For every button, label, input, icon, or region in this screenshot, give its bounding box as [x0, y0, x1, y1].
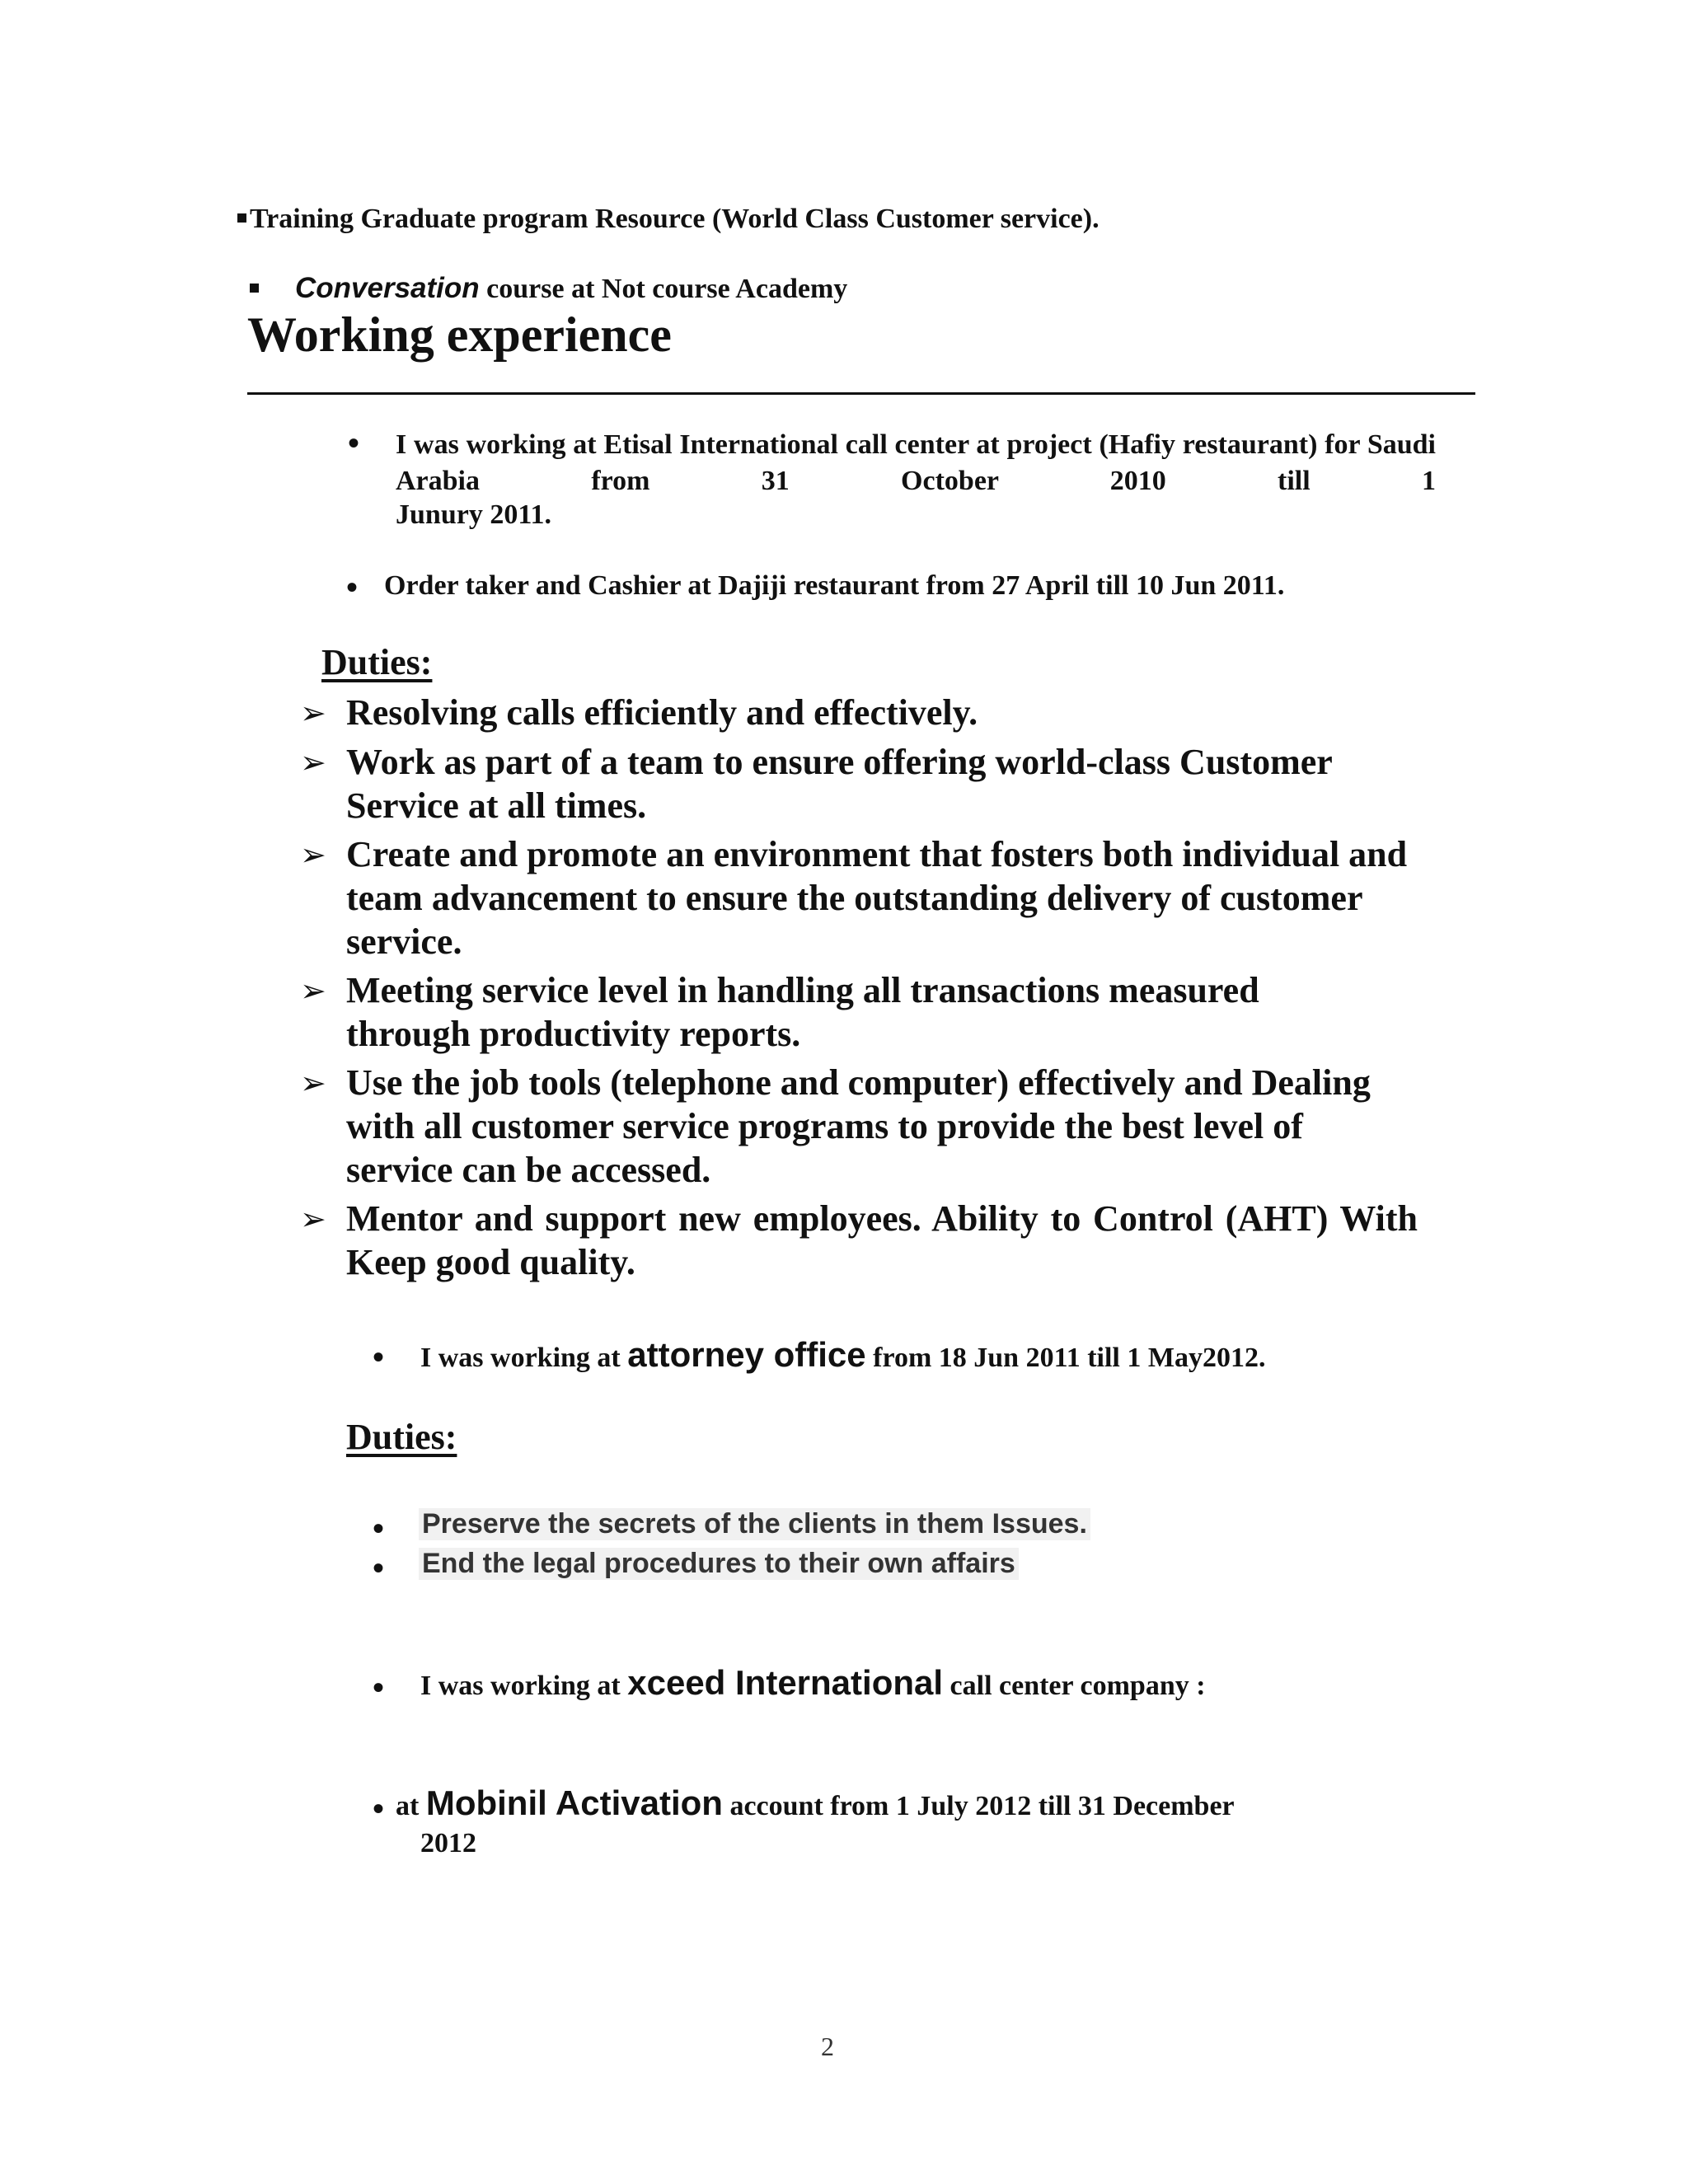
xceed-pre: I was working at: [420, 1671, 628, 1701]
duty-item: Create and promote an environment that fosters both individual and team advancement to ensure the outstanding delivery of customer service.: [346, 834, 1408, 962]
arrow-bullet-icon: ➢: [300, 837, 326, 873]
job-etisal-end: Junury 2011.: [396, 499, 551, 530]
duty-item: Mentor and support new employees. Ability to Control (AHT) With Keep good quality.: [346, 1198, 1418, 1282]
conversation-italic: Conversation: [295, 272, 480, 304]
mobinil-post: account from 1 July 2012 till 31 December: [722, 1791, 1235, 1821]
job-dajiji: Order taker and Cashier at Dajiji restaurant from 27 April till 10 Jun 2011.: [384, 570, 1285, 601]
duty-item: Work as part of a team to ensure offering world-class Customer Service at all times.: [346, 742, 1332, 826]
mobinil-pre: at: [396, 1791, 426, 1821]
duty-item: Use the job tools (telephone and computer) effectively and Dealing with all customer service programs to provide the best level of service can be accessed.: [346, 1062, 1371, 1190]
arrow-bullet-icon: ➢: [300, 972, 326, 1009]
arrow-bullet-icon: ➢: [300, 695, 326, 731]
attorney-pre: I was working at: [420, 1343, 628, 1373]
job-etisal: I was working at Etisal International call center at project (Hafiy restaurant) for Saudi Arabia from 31 October 2010 till 1: [396, 429, 1436, 496]
round-bullet-icon: •: [373, 1790, 385, 1827]
duties-heading: Duties:: [321, 642, 433, 682]
xceed-post: call center company :: [943, 1671, 1206, 1701]
square-bullet-icon: [250, 282, 259, 297]
training-item: [237, 204, 1100, 235]
conversation-item: [295, 272, 847, 305]
round-bullet-icon: •: [373, 1338, 385, 1376]
arrow-bullet-icon: ➢: [300, 1065, 326, 1101]
conversation-rest: course at Not course Academy: [479, 274, 848, 304]
arrow-bullet-icon: ➢: [300, 744, 326, 780]
job-xceed: [420, 1663, 1206, 1703]
attorney-emphasis: attorney office: [627, 1335, 866, 1374]
attorney-post: from 18 Jun 2011 till 1 May2012.: [865, 1343, 1266, 1373]
duty-item: Meeting service level in handling all transactions measured through productivity reports.: [346, 970, 1259, 1054]
xceed-emphasis: xceed International: [627, 1663, 944, 1702]
training-text: Training Graduate program Resource (World Class Customer service).: [250, 204, 1100, 234]
duty-item: Resolving calls efficiently and effectively.: [346, 692, 978, 733]
heading-rule: [247, 392, 1475, 395]
round-bullet-icon: •: [373, 1510, 385, 1547]
mobinil-emphasis: Mobinil Activation: [425, 1783, 723, 1822]
round-bullet-icon: •: [346, 569, 359, 606]
job-attorney: [420, 1335, 1265, 1375]
round-bullet-icon: •: [348, 424, 360, 462]
section-heading: Working experience: [247, 307, 672, 362]
page-number: 2: [821, 2032, 834, 2061]
duties-heading: Duties:: [346, 1417, 457, 1457]
attorney-duty-item: Preserve the secrets of the clients in them Issues.: [419, 1508, 1090, 1540]
job-mobinil-end: 2012: [420, 1828, 476, 1858]
job-mobinil: [396, 1783, 1235, 1823]
square-bullet-icon: [237, 213, 246, 223]
arrow-bullet-icon: ➢: [300, 1201, 326, 1237]
round-bullet-icon: •: [373, 1549, 385, 1586]
attorney-duty-item: End the legal procedures to their own affairs: [419, 1548, 1019, 1580]
round-bullet-icon: •: [373, 1669, 385, 1706]
